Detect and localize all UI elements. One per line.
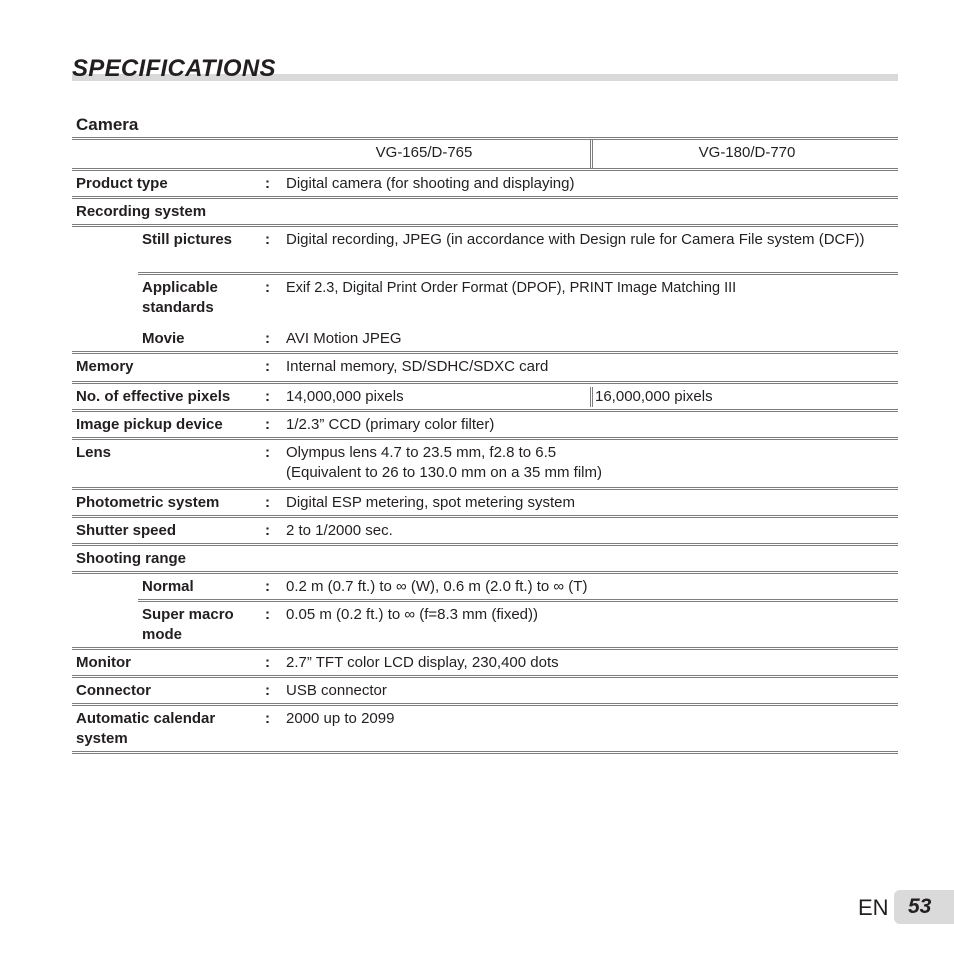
row-lens (72, 440, 898, 490)
row-value: 1/2.3” CCD (primary color filter) (286, 416, 495, 433)
row-shooting-range (72, 546, 898, 574)
row-label: Super macro mode (142, 606, 234, 643)
row-label: Lens (76, 444, 112, 461)
row-label: Shutter speed (76, 522, 177, 539)
row-automatic-calendar-system (72, 706, 898, 754)
row-value: 0.2 m (0.7 ft.) to ∞ (W), 0.6 m (2.0 ft.) to ∞ (T) (286, 578, 588, 595)
row-label: Monitor (76, 654, 131, 671)
colon: : (265, 444, 270, 461)
row-value: Internal memory, SD/SDHC/SDXC card (286, 358, 549, 375)
row-label: Product type (76, 175, 168, 192)
row-value: 0.05 m (0.2 ft.) to ∞ (f=8.3 mm (fixed)) (286, 606, 539, 623)
colon: : (265, 682, 270, 699)
row-normal (72, 574, 898, 599)
colon: : (265, 578, 270, 595)
colon: : (265, 522, 270, 539)
row-label: Normal (142, 578, 194, 595)
row-value: USB connector (286, 682, 387, 699)
row-photometric-system (72, 490, 898, 518)
row-value-model-1: 14,000,000 pixels (286, 388, 404, 405)
colon: : (265, 231, 270, 248)
row-label: Movie (142, 330, 185, 347)
row-label: Shooting range (76, 550, 186, 567)
row-still-pictures (72, 227, 898, 272)
colon: : (265, 494, 270, 511)
row-monitor (72, 650, 898, 678)
page-number-tab (834, 890, 954, 924)
row-movie (72, 326, 898, 354)
model-1: VG-165/D-765 (375, 144, 473, 161)
row-product-type (72, 171, 898, 199)
section-heading: Camera (76, 115, 139, 134)
row-label: Automatic calendar system (76, 710, 216, 747)
colon: : (265, 330, 270, 347)
row-label: No. of effective pixels (76, 388, 231, 405)
colon: : (265, 279, 270, 296)
row-recording-system (72, 199, 898, 227)
row-label: Recording system (76, 203, 207, 220)
row-value-line2: (Equivalent to 26 to 130.0 mm on a 35 mm film) (286, 464, 602, 481)
title-row (72, 54, 898, 84)
colon: : (265, 175, 270, 192)
row-super-macro-mode (72, 602, 898, 650)
row-image-pickup-device (72, 412, 898, 440)
row-value: Olympus lens 4.7 to 23.5 mm, f2.8 to 6.5 (286, 444, 557, 461)
row-value: AVI Motion JPEG (286, 330, 402, 347)
row-value-model-2: 16,000,000 pixels (590, 387, 713, 407)
colon: : (265, 388, 270, 405)
page-number-badge (894, 890, 954, 924)
row-label: Photometric system (76, 494, 220, 511)
row-effective-pixels (72, 384, 898, 412)
colon: : (265, 416, 270, 433)
row-value: Digital recording, JPEG (in accordance with Design rule for Camera File system (DCF)) (286, 231, 865, 248)
row-applicable-standards (72, 275, 898, 326)
row-value: Digital ESP metering, spot metering system (286, 494, 576, 511)
model-2: VG-180/D-770 (590, 140, 901, 168)
row-value: 2.7” TFT color LCD display, 230,400 dots (286, 654, 559, 671)
row-value: Digital camera (for shooting and displaying) (286, 175, 575, 192)
row-value: Exif 2.3, Digital Print Order Format (DPOF), PRINT Image Matching III (286, 280, 737, 296)
spec-table (72, 137, 898, 754)
page-title: SPECIFICATIONS (72, 55, 276, 82)
row-memory (72, 354, 898, 384)
row-value: 2000 up to 2099 (286, 710, 395, 727)
row-label: Memory (76, 358, 134, 375)
colon: : (265, 606, 270, 623)
row-label: Still pictures (142, 231, 233, 248)
colon: : (265, 710, 270, 727)
colon: : (265, 358, 270, 375)
row-value-pair (286, 387, 898, 407)
page-number: 53 (908, 895, 932, 918)
model-header-row (72, 137, 898, 171)
row-connector (72, 678, 898, 706)
colon: : (265, 654, 270, 671)
row-label: Applicable standards (142, 279, 218, 316)
row-label: Connector (76, 682, 151, 699)
language-label: EN (858, 895, 889, 920)
row-value: 2 to 1/2000 sec. (286, 522, 393, 539)
row-label: Image pickup device (76, 416, 223, 433)
row-shutter-speed (72, 518, 898, 546)
